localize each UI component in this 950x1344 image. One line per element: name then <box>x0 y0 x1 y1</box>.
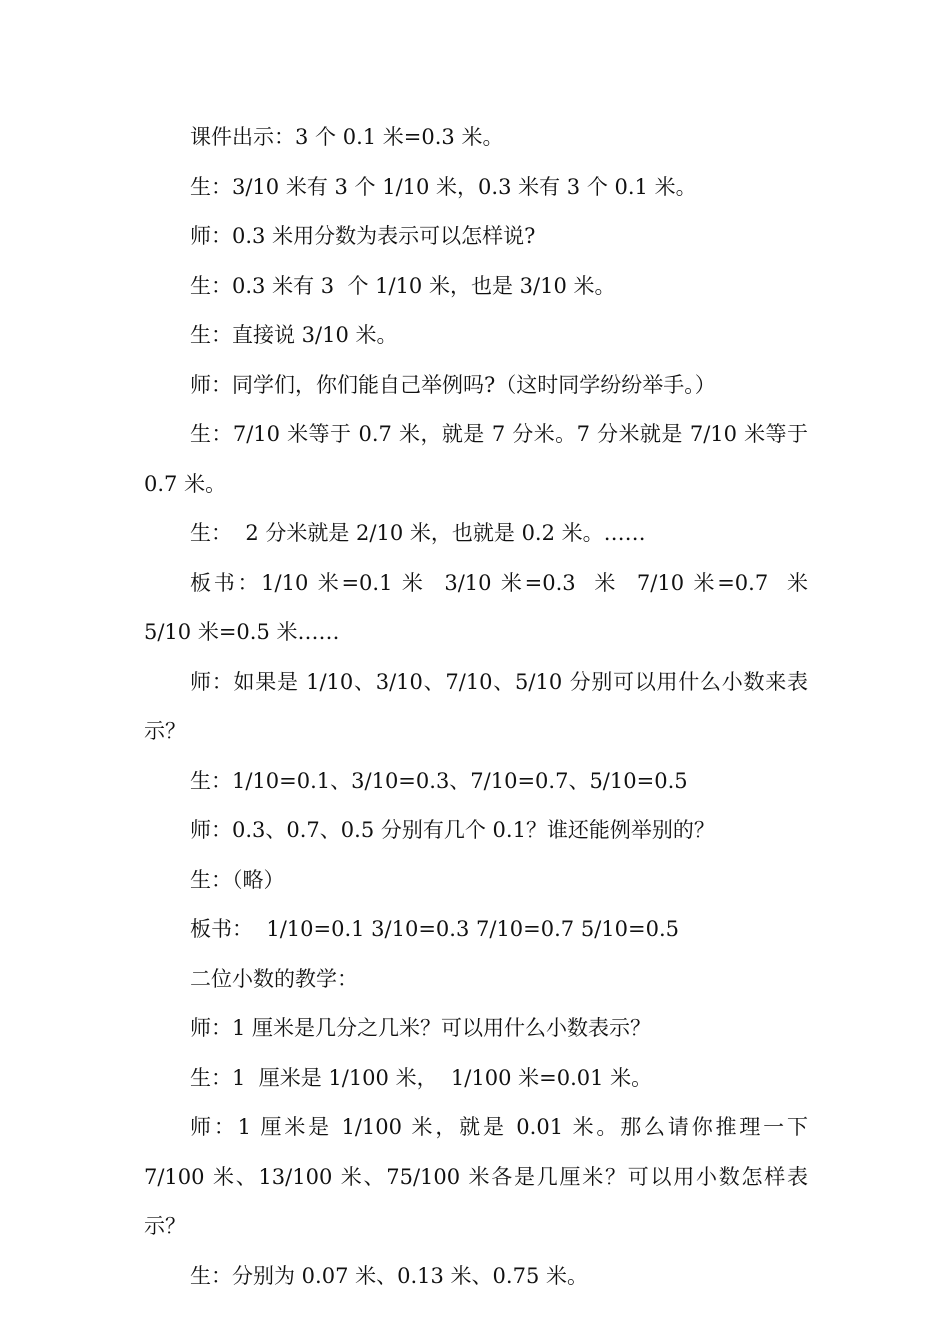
paragraph-16: 师：1 厘米是几分之几米？可以用什么小数表示？ <box>190 1016 652 1040</box>
paragraph-12: 师：0.3、0.7、0.5 分别有几个 0.1？谁还能例举别的？ <box>190 818 715 842</box>
paragraph-10: 师：如果是 1/10、3/10、7/10、5/10 分别可以用什么小数来表示？ <box>144 669 808 743</box>
paragraph-15: 二位小数的教学： <box>190 966 358 991</box>
paragraph-19: 生：分别为 0.07 米、0.13 米、0.75 米。 <box>190 1263 588 1288</box>
paragraph-4: 生：0.3 米有 3 个 1/10 米，也是 3/10 米。 <box>190 273 616 298</box>
paragraph-7: 生：7/10 米等于 0.7 米，就是 7 分米。7 分米就是 7/10 米等于 0.7 米。 <box>144 422 815 496</box>
paragraph-3: 师：0.3 米用分数为表示可以怎样说? <box>190 224 536 248</box>
document-body <box>144 113 822 1301</box>
paragraph-14: 板书： 1/10=0.1 3/10=0.3 7/10=0.7 5/10=0.5 <box>190 917 679 941</box>
paragraph-11: 生：1/10=0.1、3/10=0.3、7/10=0.7、5/10=0.5 <box>190 768 688 793</box>
paragraph-17: 生：1 厘米是 1/100 米， 1/100 米=0.01 米。 <box>190 1065 653 1090</box>
paragraph-1: 课件出示：3 个 0.1 米=0.3 米。 <box>190 125 504 149</box>
paragraph-8: 生： 2 分米就是 2/10 米，也就是 0.2 米。…… <box>190 521 646 545</box>
paragraph-2: 生：3/10 米有 3 个 1/10 米，0.3 米有 3 个 0.1 米。 <box>190 174 697 199</box>
paragraph-9: 板书：1/10 米=0.1 米 3/10 米=0.3 米 7/10 米=0.7 米 5/10 米=0.5 米…… <box>144 570 822 644</box>
paragraph-6: 师：同学们，你们能自己举例吗?（这时同学纷纷举手。） <box>190 372 716 397</box>
paragraph-13: 生：（略） <box>190 867 285 892</box>
paragraph-18: 师：1 厘米是 1/100 米，就是 0.01 米。那么请你推理一下 7/100 米、13/100 米、75/100 米各是几厘米？可以用小数怎样表示？ <box>144 1115 815 1238</box>
paragraph-5: 生：直接说 3/10 米。 <box>190 323 398 347</box>
